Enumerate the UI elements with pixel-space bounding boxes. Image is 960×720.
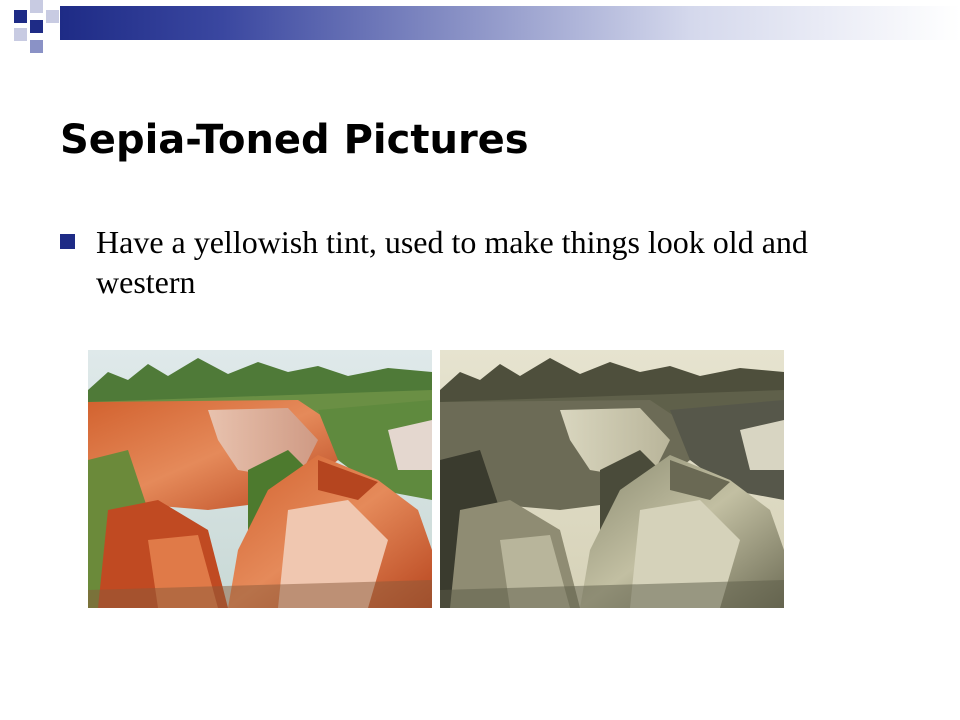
header-decoration [0,0,960,46]
square-bullet-icon [60,234,75,249]
deco-square [30,20,43,33]
header-gradient-bar [60,6,960,40]
deco-square [46,10,59,23]
deco-square [30,0,43,13]
deco-square [14,28,27,41]
deco-square [30,40,43,53]
sepia-canyon-photo [440,350,784,608]
slide-title: Sepia-Toned Pictures [60,117,529,163]
color-canyon-photo [88,350,432,608]
deco-square [14,10,27,23]
bullet-text: Have a yellowish tint, used to make things look old and western [96,224,808,300]
